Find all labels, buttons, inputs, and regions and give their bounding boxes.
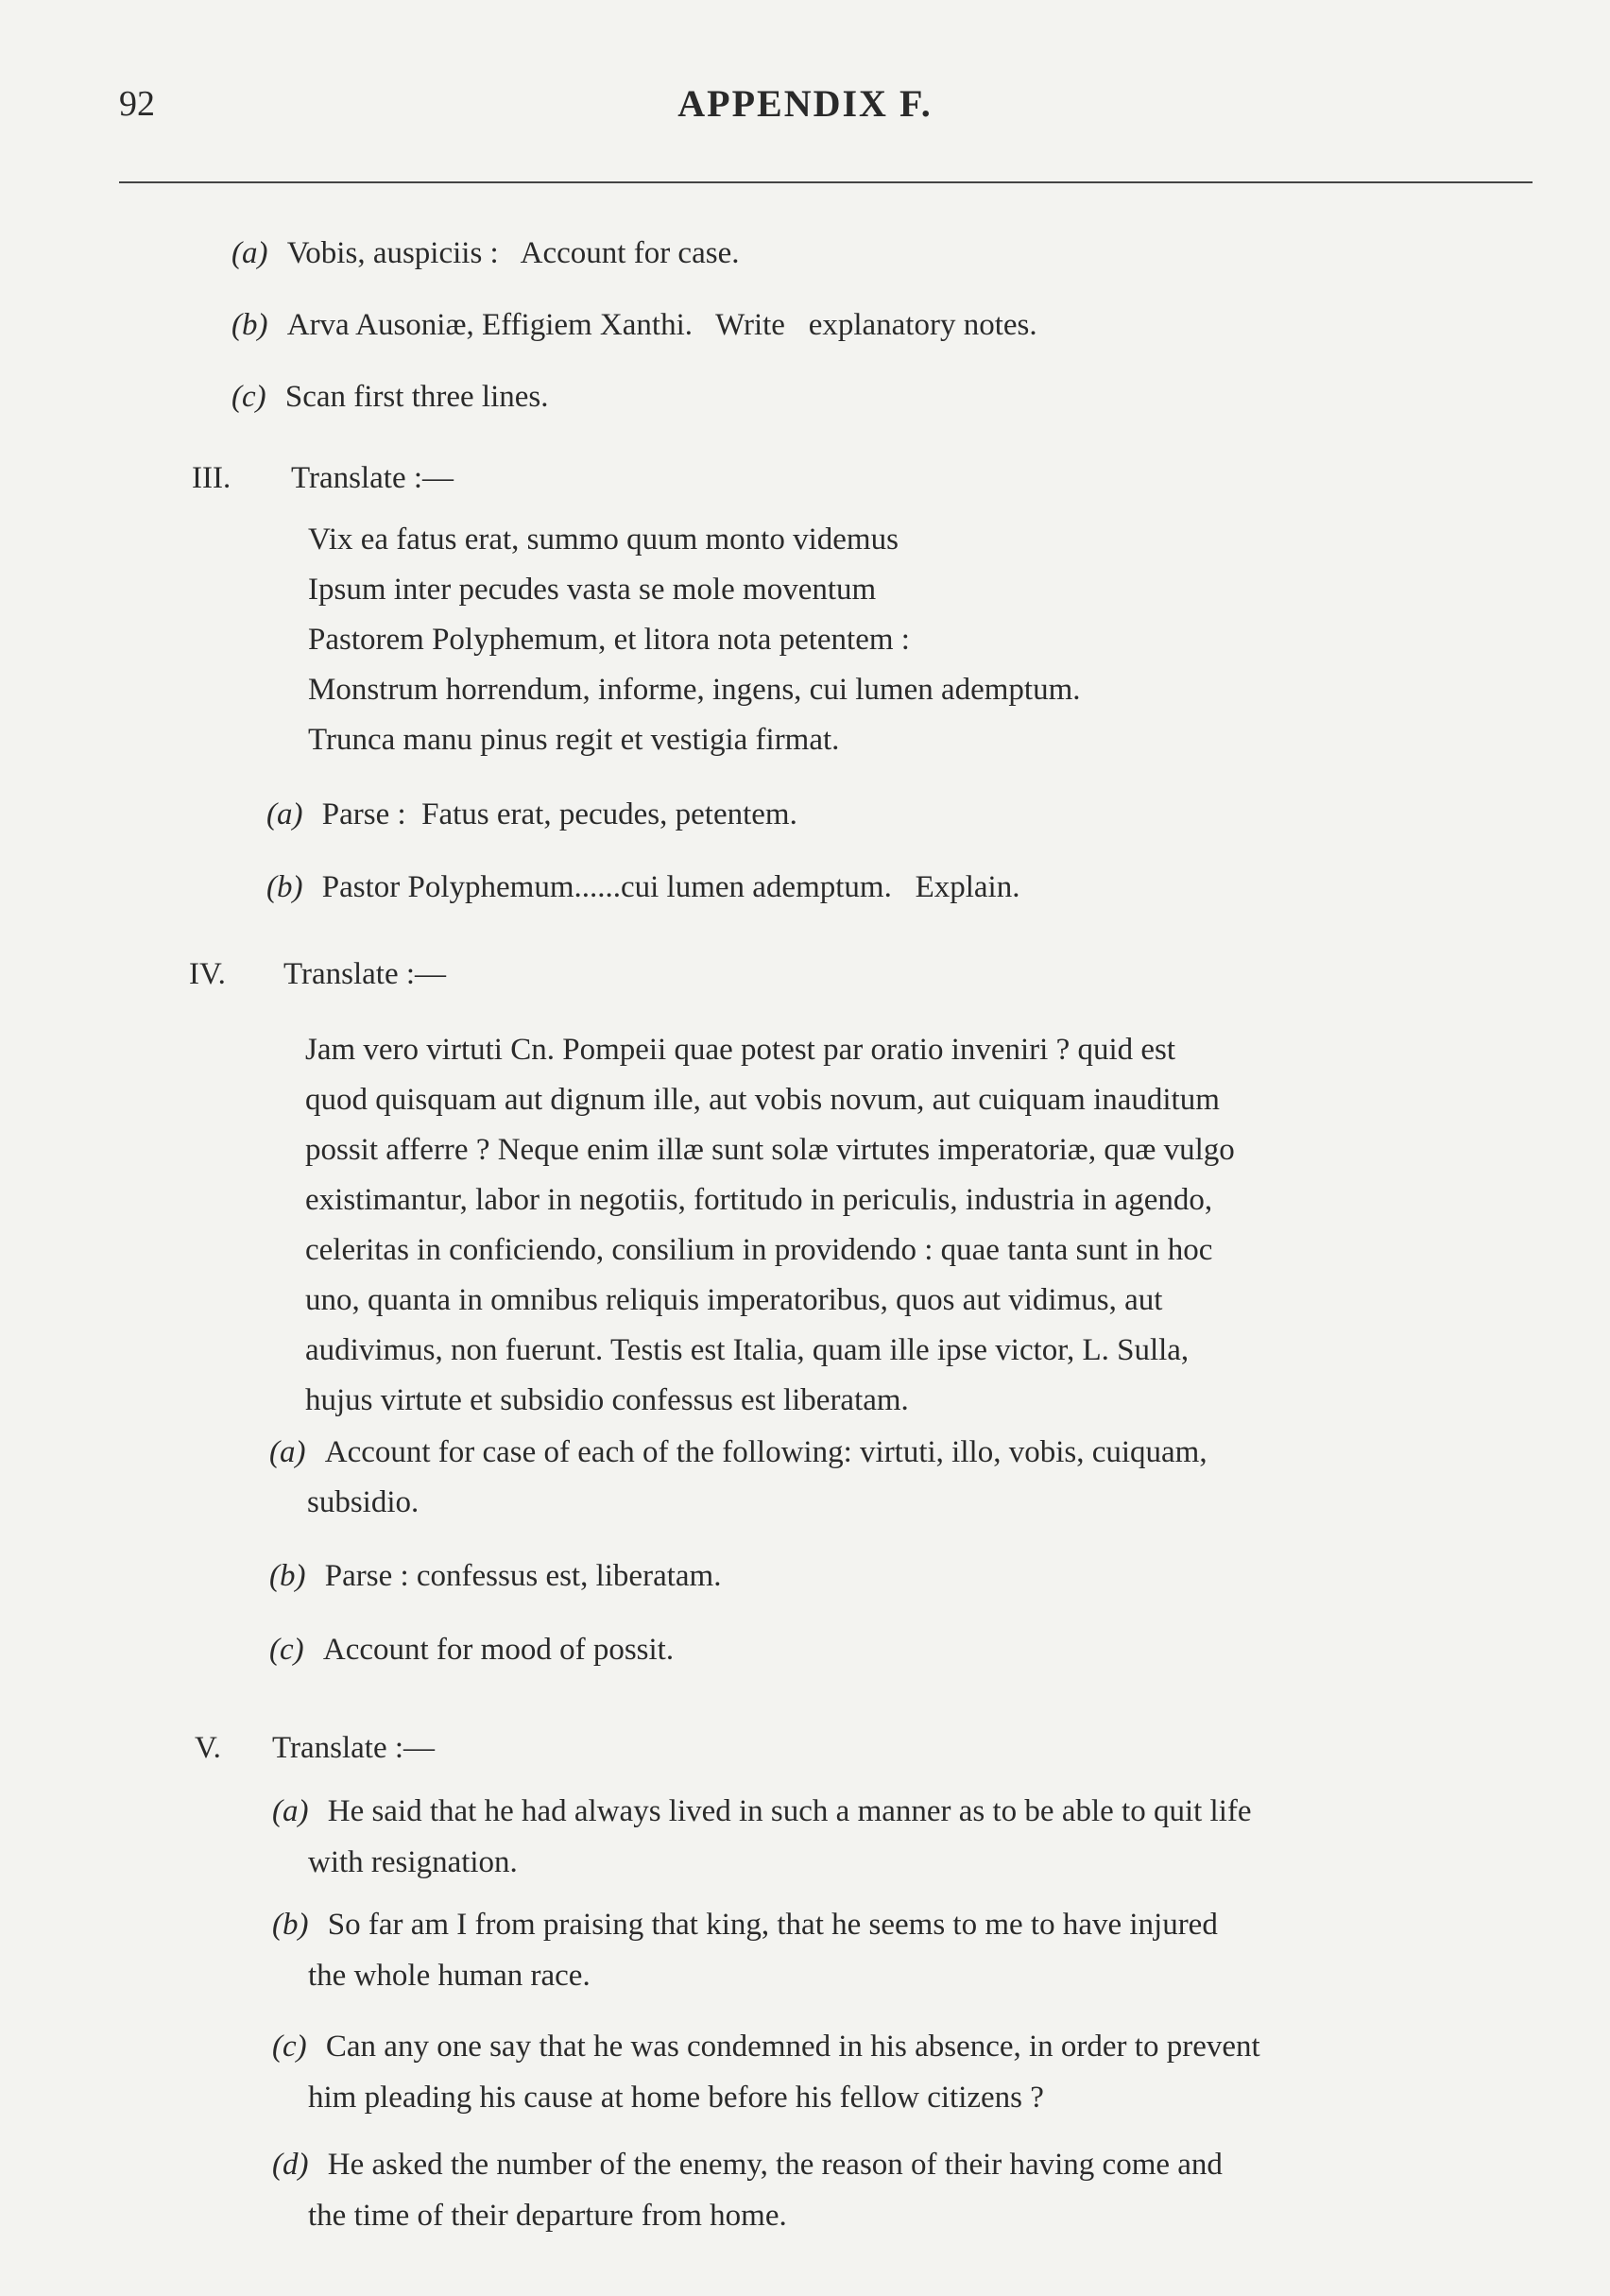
- translation-continuation: the whole human race.: [308, 1959, 591, 1993]
- question-item: (a) Parse : Fatus erat, pecudes, petentem.: [266, 797, 797, 831]
- section-numeral: V.: [195, 1731, 221, 1765]
- prose-line: uno, quanta in omnibus reliquis imperatoribus, quos aut vidimus, aut: [305, 1283, 1163, 1317]
- header-rule: [119, 181, 1533, 183]
- prose-line: possit afferre ? Neque enim illæ sunt solæ virtutes imperatoriæ, quæ vulgo: [305, 1133, 1235, 1167]
- question-item: (b) Pastor Polyphemum......cui lumen ademptum. Explain.: [266, 870, 1020, 904]
- page-title: APPENDIX F.: [677, 82, 933, 125]
- section-heading: Translate :—: [272, 1731, 436, 1765]
- translation-item: (d) He asked the number of the enemy, the reason of their having come and: [272, 2148, 1223, 2182]
- prose-line: hujus virtute et subsidio confessus est liberatam.: [305, 1383, 909, 1417]
- section-heading: Translate :—: [291, 461, 454, 495]
- question-item: (c) Scan first three lines.: [231, 380, 549, 414]
- prose-line: Jam vero virtuti Cn. Pompeii quae potest par oratio inveniri ? quid est: [305, 1033, 1176, 1067]
- verse-line: Vix ea fatus erat, summo quum monto videmus: [308, 523, 899, 557]
- translation-item: (b) So far am I from praising that king, that he seems to me to have injured: [272, 1908, 1218, 1942]
- question-item: (a) Vobis, auspiciis : Account for case.: [231, 236, 740, 270]
- translation-continuation: with resignation.: [308, 1845, 518, 1879]
- question-item: (b) Parse : confessus est, liberatam.: [269, 1559, 722, 1593]
- verse-line: Trunca manu pinus regit et vestigia firmat.: [308, 723, 840, 757]
- verse-line: Pastorem Polyphemum, et litora nota petentem :: [308, 623, 910, 657]
- translation-continuation: him pleading his cause at home before his fellow citizens ?: [308, 2081, 1044, 2115]
- verse-line: Ipsum inter pecudes vasta se mole moventum: [308, 573, 877, 607]
- translation-continuation: the time of their departure from home.: [308, 2199, 787, 2233]
- prose-line: audivimus, non fuerunt. Testis est Italia, quam ille ipse victor, L. Sulla,: [305, 1333, 1190, 1367]
- question-item: (b) Arva Ausoniæ, Effigiem Xanthi. Write explanatory notes.: [231, 308, 1037, 342]
- page-number: 92: [119, 84, 155, 124]
- question-continuation: subsidio.: [307, 1485, 420, 1519]
- prose-line: celeritas in conficiendo, consilium in providendo : quae tanta sunt in hoc: [305, 1233, 1213, 1267]
- translation-item: (a) He said that he had always lived in such a manner as to be able to quit life: [272, 1794, 1252, 1828]
- verse-line: Monstrum horrendum, informe, ingens, cui lumen ademptum.: [308, 673, 1081, 707]
- section-numeral: III.: [192, 461, 231, 495]
- translation-item: (c) Can any one say that he was condemned in his absence, in order to prevent: [272, 2030, 1260, 2064]
- section-numeral: IV.: [189, 957, 226, 991]
- question-item: (c) Account for mood of possit.: [269, 1633, 675, 1667]
- prose-line: existimantur, labor in negotiis, fortitudo in periculis, industria in agendo,: [305, 1183, 1213, 1217]
- question-item: (a) Account for case of each of the following: virtuti, illo, vobis, cuiquam,: [269, 1435, 1208, 1469]
- section-heading: Translate :—: [283, 957, 447, 991]
- prose-line: quod quisquam aut dignum ille, aut vobis novum, aut cuiquam inauditum: [305, 1083, 1220, 1117]
